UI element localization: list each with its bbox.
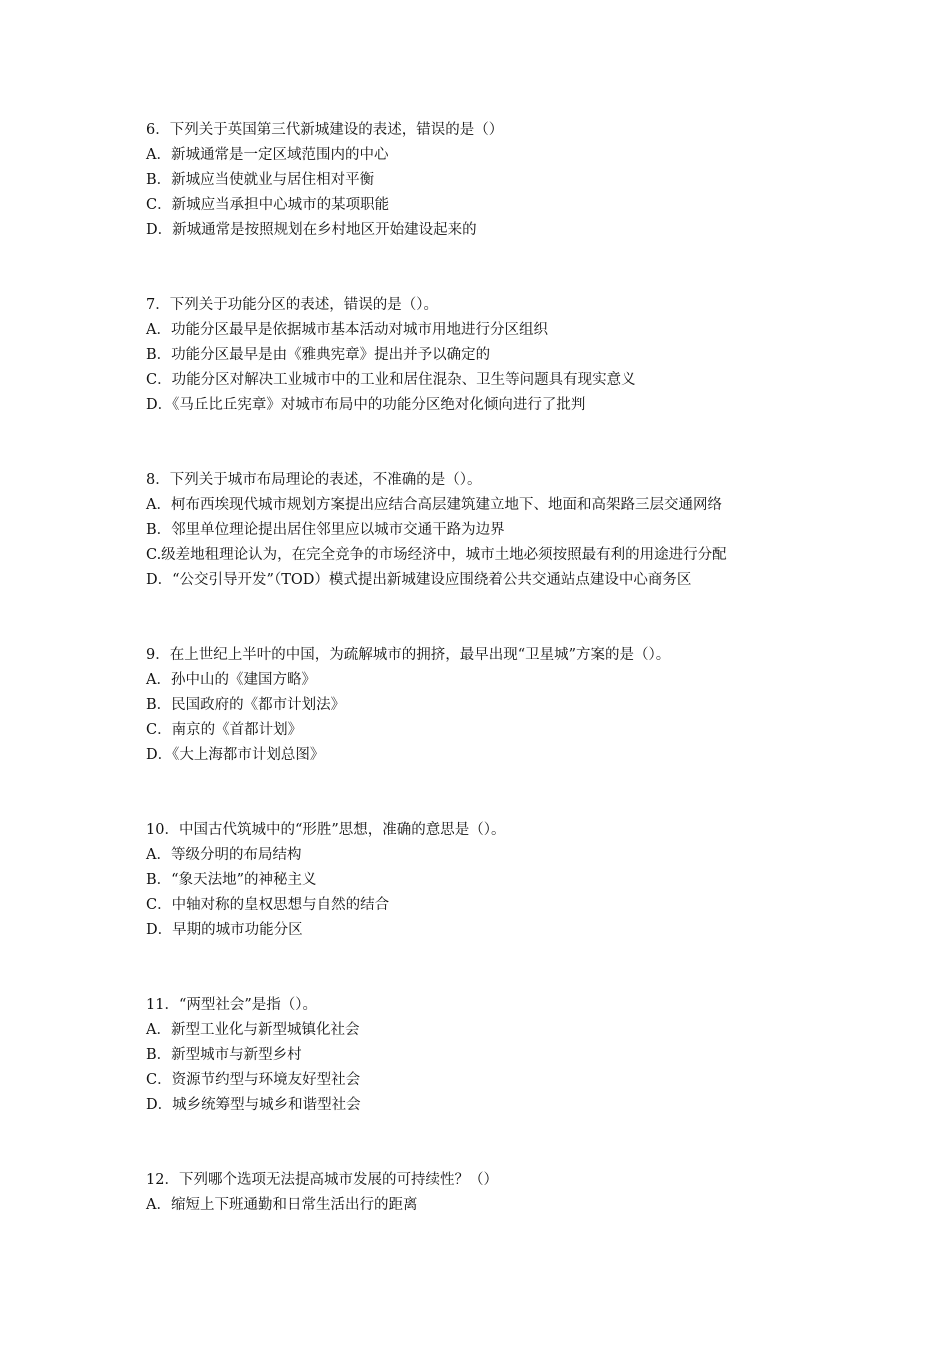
option-c: C．南京的《首都计划》 bbox=[146, 722, 303, 738]
option-b: B．功能分区最早是由《雅典宪章》提出并予以确定的 bbox=[146, 347, 491, 363]
question-stem: 10．中国古代筑城中的“形胜”思想，准确的意思是（）。 bbox=[146, 822, 506, 838]
question-stem: 9．在上世纪上半叶的中国，为疏解城市的拥挤，最早出现“卫星城”方案的是（）。 bbox=[146, 647, 671, 663]
option-b: B．新城应当使就业与居住相对平衡 bbox=[146, 172, 375, 188]
question-stem: 8．下列关于城市布局理论的表述，不准确的是（）。 bbox=[146, 472, 482, 488]
question-11 bbox=[146, 993, 846, 1118]
question-8 bbox=[146, 468, 846, 593]
option-d: D．新城通常是按照规划在乡村地区开始建设起来的 bbox=[146, 222, 477, 238]
question-list bbox=[146, 118, 846, 1218]
option-d: D．“公交引导开发”（TOD）模式提出新城建设应围绕着公共交通站点建设中心商务区 bbox=[146, 572, 692, 588]
option-a: A．柯布西埃现代城市规划方案提出应结合高层建筑建立地下、地面和高架路三层交通网络 bbox=[146, 497, 722, 513]
question-6 bbox=[146, 118, 846, 243]
option-a: A．等级分明的布局结构 bbox=[146, 847, 302, 863]
option-a: A．功能分区最早是依据城市基本活动对城市用地进行分区组织 bbox=[146, 322, 548, 338]
option-b: B．新型城市与新型乡村 bbox=[146, 1047, 302, 1063]
question-9 bbox=[146, 643, 846, 768]
option-a: A．孙中山的《建国方略》 bbox=[146, 672, 316, 688]
option-b: B．邻里单位理论提出居住邻里应以城市交通干路为边界 bbox=[146, 522, 505, 538]
option-c: C．功能分区对解决工业城市中的工业和居住混杂、卫生等问题具有现实意义 bbox=[146, 372, 636, 388]
question-stem: 7．下列关于功能分区的表述，错误的是（）。 bbox=[146, 297, 438, 313]
option-a: A．新城通常是一定区域范围内的中心 bbox=[146, 147, 389, 163]
option-d: D．早期的城市功能分区 bbox=[146, 922, 303, 938]
option-a: A．新型工业化与新型城镇化社会 bbox=[146, 1022, 360, 1038]
option-b: B．“象天法地”的神秘主义 bbox=[146, 872, 317, 888]
option-b: B．民国政府的《都市计划法》 bbox=[146, 697, 346, 713]
question-stem: 6．下列关于英国第三代新城建设的表述，错误的是（） bbox=[146, 122, 504, 138]
question-12 bbox=[146, 1168, 846, 1218]
option-a: A．缩短上下班通勤和日常生活出行的距离 bbox=[146, 1197, 418, 1213]
option-c: C．资源节约型与环境友好型社会 bbox=[146, 1072, 361, 1088]
question-10 bbox=[146, 818, 846, 943]
question-7 bbox=[146, 293, 846, 418]
option-c: C．中轴对称的皇权思想与自然的结合 bbox=[146, 897, 390, 913]
option-d: D．《马丘比丘宪章》对城市布局中的功能分区绝对化倾向进行了批判 bbox=[146, 397, 586, 413]
question-stem: 11．“两型社会”是指（）。 bbox=[146, 997, 318, 1013]
option-d: D．城乡统筹型与城乡和谐型社会 bbox=[146, 1097, 361, 1113]
option-c: C.级差地租理论认为，在完全竞争的市场经济中，城市土地必须按照最有利的用途进行分配 bbox=[146, 547, 727, 563]
option-c: C．新城应当承担中心城市的某项职能 bbox=[146, 197, 390, 213]
option-d: D．《大上海都市计划总图》 bbox=[146, 747, 325, 763]
question-stem: 12．下列哪个选项无法提高城市发展的可持续性？（） bbox=[146, 1172, 498, 1188]
